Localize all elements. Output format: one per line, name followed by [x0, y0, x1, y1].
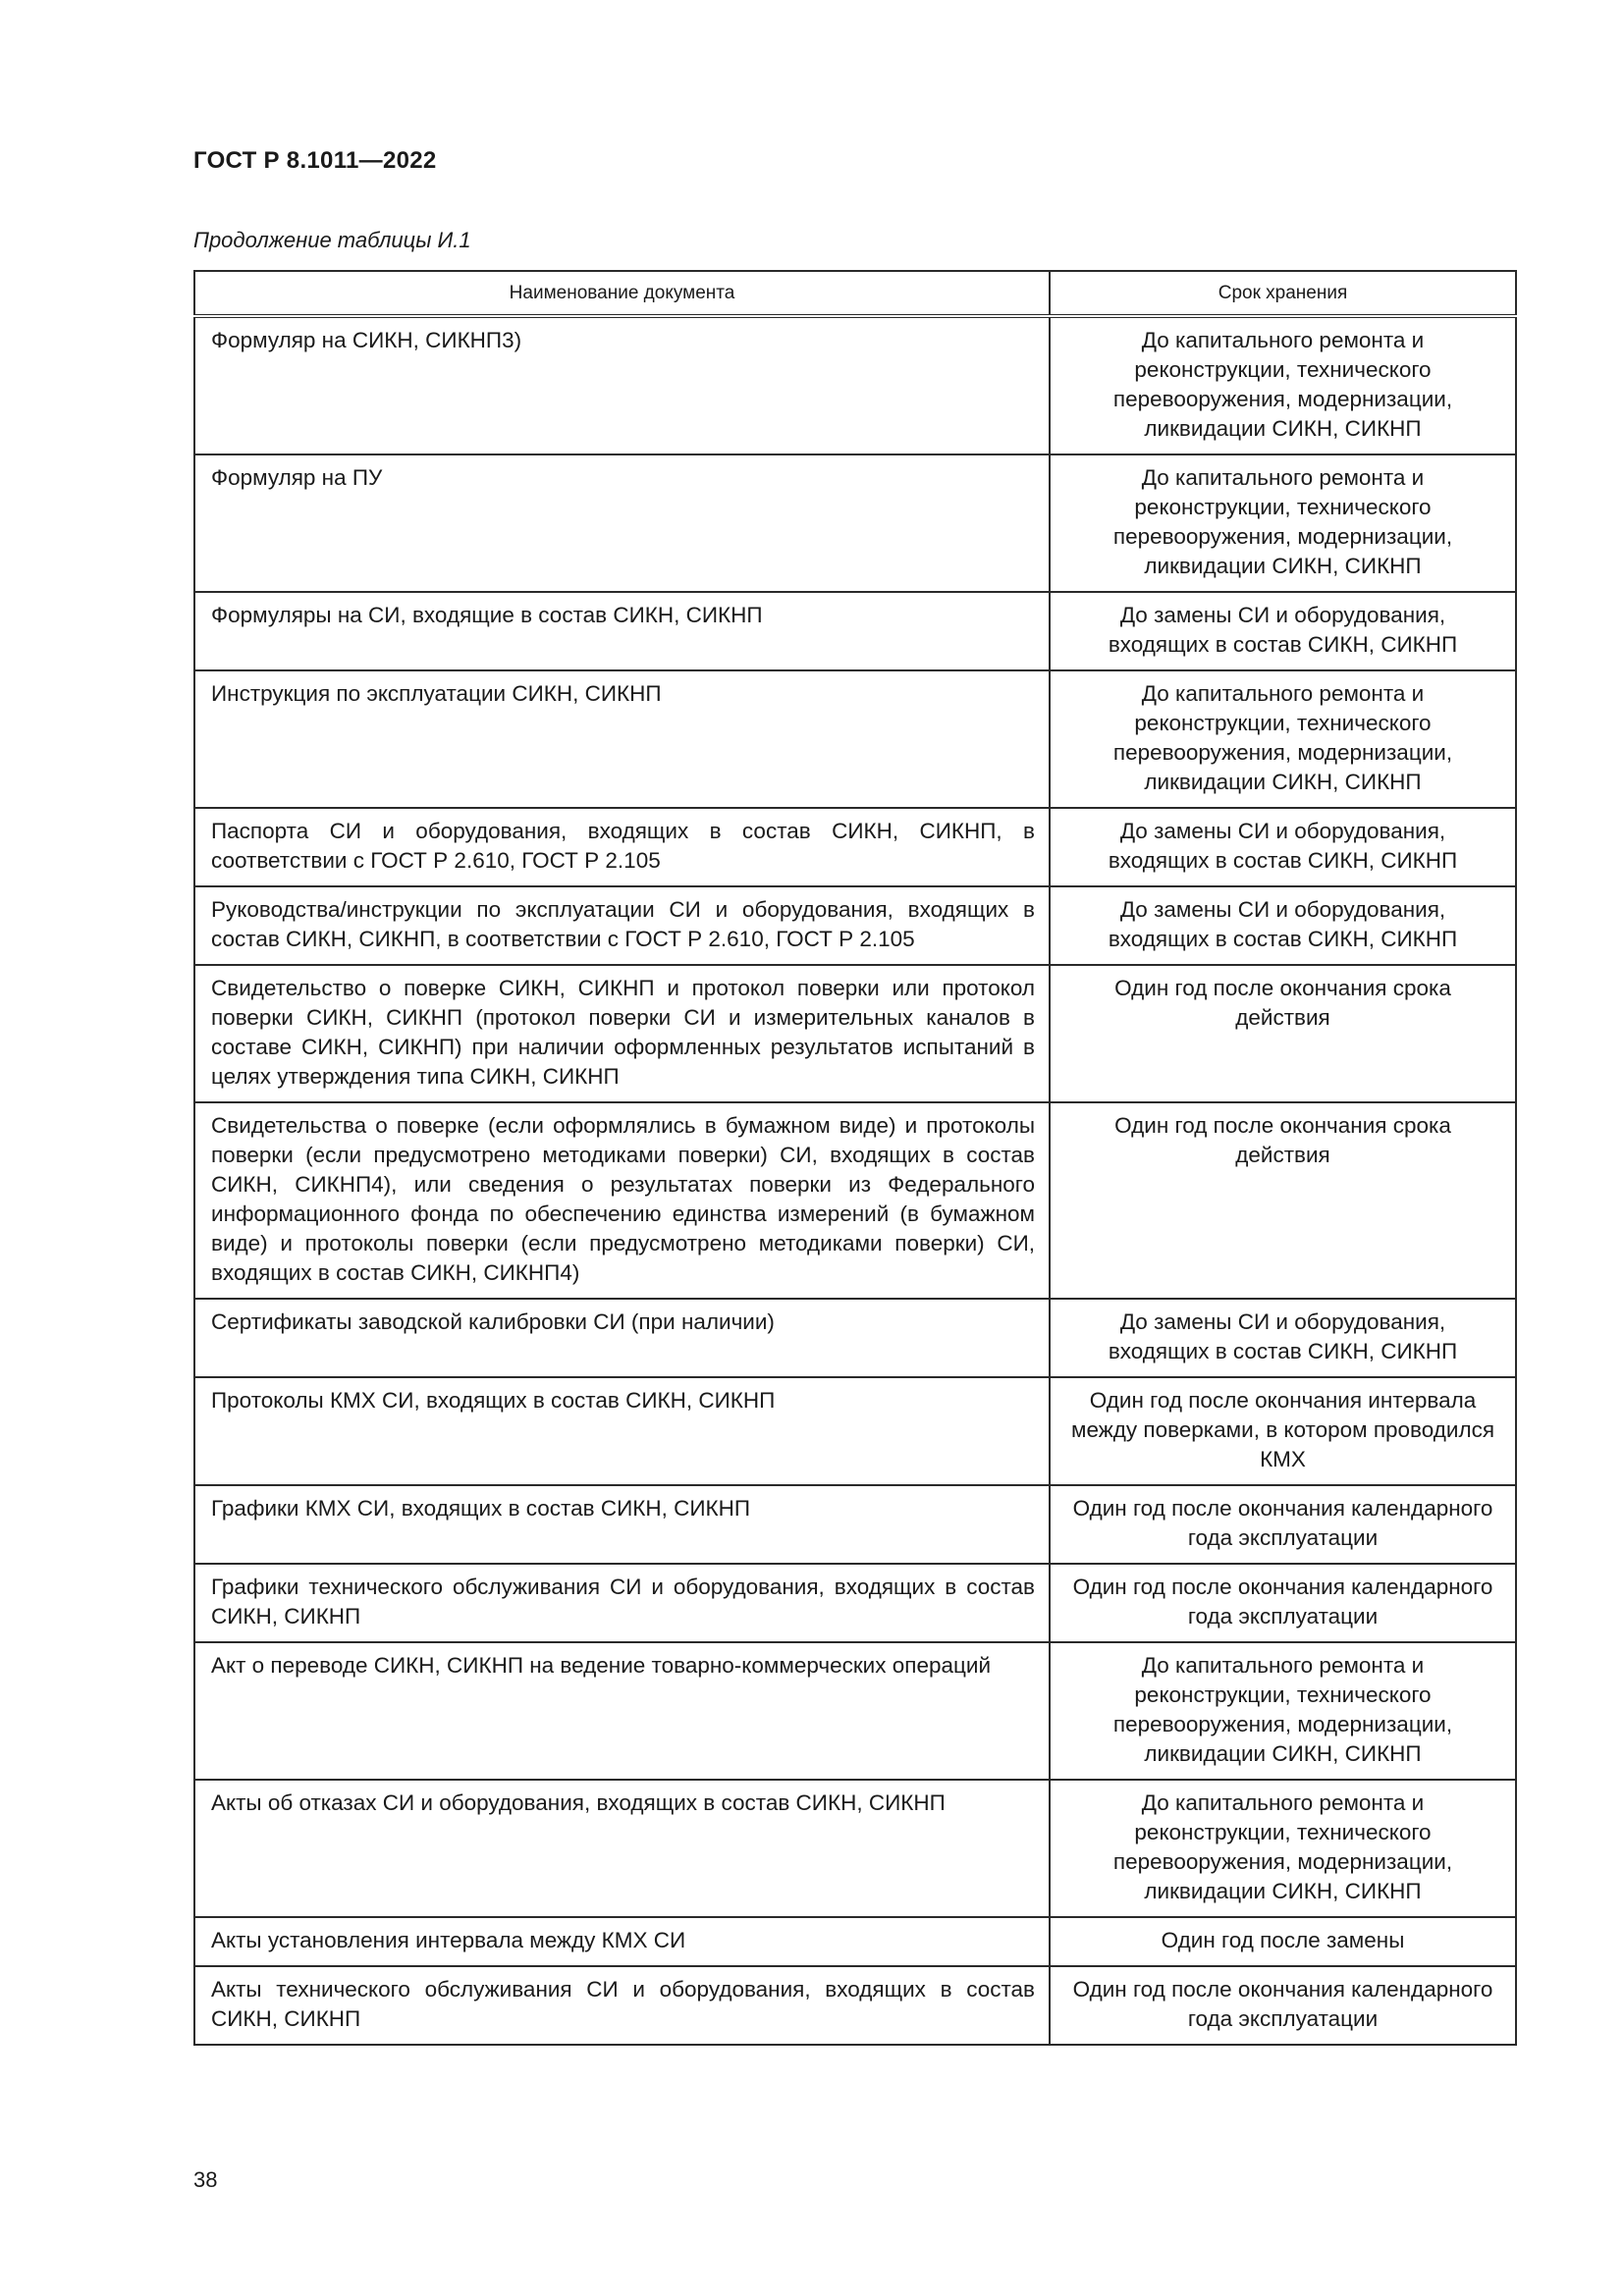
- retention-term-cell: Один год после окончания календарного года эксплуатации: [1050, 1564, 1516, 1642]
- document-name-cell: Акты установления интервала между КМХ СИ: [194, 1917, 1050, 1966]
- column-header-document-name: Наименование документа: [194, 271, 1050, 316]
- retention-term-cell: До капитального ремонта и реконструкции, технического перевооружения, модернизации, ликвидации СИКН, СИКНП: [1050, 316, 1516, 454]
- document-name-cell: Графики технического обслуживания СИ и оборудования, входящих в состав СИКН, СИКНП: [194, 1564, 1050, 1642]
- table-row: [194, 1377, 1516, 1485]
- table-row: [194, 965, 1516, 1102]
- document-name-cell: Акты об отказах СИ и оборудования, входящих в состав СИКН, СИКНП: [194, 1780, 1050, 1917]
- table-caption: Продолжение таблицы И.1: [193, 228, 471, 252]
- retention-term-cell: До капитального ремонта и реконструкции, технического перевооружения, модернизации, ликвидации СИКН, СИКНП: [1050, 1642, 1516, 1780]
- document-name-cell: Формуляры на СИ, входящие в состав СИКН, СИКНП: [194, 592, 1050, 670]
- table-header-row: [194, 271, 1516, 316]
- table-row: [194, 1485, 1516, 1564]
- retention-term-cell: До капитального ремонта и реконструкции, технического перевооружения, модернизации, ликвидации СИКН, СИКНП: [1050, 454, 1516, 592]
- document-name-cell: Руководства/инструкции по эксплуатации СИ и оборудования, входящих в состав СИКН, СИКНП, в соответствии с ГОСТ Р 2.610, ГОСТ Р 2.105: [194, 886, 1050, 965]
- document-name-cell: Инструкция по эксплуатации СИКН, СИКНП: [194, 670, 1050, 808]
- retention-term-cell: Один год после окончания срока действия: [1050, 965, 1516, 1102]
- retention-term-cell: До капитального ремонта и реконструкции, технического перевооружения, модернизации, ликвидации СИКН, СИКНП: [1050, 1780, 1516, 1917]
- retention-term-cell: Один год после окончания интервала между поверками, в котором проводился КМХ: [1050, 1377, 1516, 1485]
- document-name-cell: Акты технического обслуживания СИ и оборудования, входящих в состав СИКН, СИКНП: [194, 1966, 1050, 2045]
- table-row: [194, 1780, 1516, 1917]
- document-name-cell: Формуляр на ПУ: [194, 454, 1050, 592]
- table-row: [194, 1564, 1516, 1642]
- page-number: 38: [193, 2167, 218, 2192]
- document-name-cell: Графики КМХ СИ, входящих в состав СИКН, СИКНП: [194, 1485, 1050, 1564]
- retention-term-cell: Один год после окончания календарного года эксплуатации: [1050, 1485, 1516, 1564]
- document-name-cell: Акт о переводе СИКН, СИКНП на ведение товарно-коммерческих операций: [194, 1642, 1050, 1780]
- table-row: [194, 670, 1516, 808]
- column-header-retention-term: Срок хранения: [1050, 271, 1516, 316]
- table-row: [194, 1642, 1516, 1780]
- retention-term-cell: Один год после окончания календарного года эксплуатации: [1050, 1966, 1516, 2045]
- document-name-cell: Формуляр на СИКН, СИКНП3): [194, 316, 1050, 454]
- retention-term-cell: До капитального ремонта и реконструкции, технического перевооружения, модернизации, ликвидации СИКН, СИКНП: [1050, 670, 1516, 808]
- document-code: ГОСТ Р 8.1011—2022: [193, 147, 437, 174]
- table-row: [194, 1299, 1516, 1377]
- retention-table: [193, 270, 1517, 2046]
- table-row: [194, 1102, 1516, 1299]
- table-row: [194, 454, 1516, 592]
- retention-term-cell: До замены СИ и оборудования, входящих в состав СИКН, СИКНП: [1050, 808, 1516, 886]
- table-row: [194, 1917, 1516, 1966]
- table-row: [194, 886, 1516, 965]
- retention-term-cell: До замены СИ и оборудования, входящих в состав СИКН, СИКНП: [1050, 1299, 1516, 1377]
- document-name-cell: Протоколы КМХ СИ, входящих в состав СИКН, СИКНП: [194, 1377, 1050, 1485]
- retention-term-cell: До замены СИ и оборудования, входящих в состав СИКН, СИКНП: [1050, 886, 1516, 965]
- table-row: [194, 1966, 1516, 2045]
- retention-term-cell: Один год после замены: [1050, 1917, 1516, 1966]
- retention-term-cell: Один год после окончания срока действия: [1050, 1102, 1516, 1299]
- table-row: [194, 808, 1516, 886]
- document-name-cell: Свидетельства о поверке (если оформлялись в бумажном виде) и протоколы поверки (если предусмотрено методиками поверки) СИ, входящих в состав СИКН, СИКНП4), или сведения о результатах поверки из Федерального информационного фонда по обеспечению единства измерений (в бумажном виде) и протоколы поверки (если предусмотрено методиками поверки) СИ, входящих в состав СИКН, СИКНП4): [194, 1102, 1050, 1299]
- retention-term-cell: До замены СИ и оборудования, входящих в состав СИКН, СИКНП: [1050, 592, 1516, 670]
- document-name-cell: Сертификаты заводской калибровки СИ (при наличии): [194, 1299, 1050, 1377]
- document-name-cell: Паспорта СИ и оборудования, входящих в состав СИКН, СИКНП, в соответствии с ГОСТ Р 2.610, ГОСТ Р 2.105: [194, 808, 1050, 886]
- table-row: [194, 316, 1516, 454]
- table-row: [194, 592, 1516, 670]
- document-name-cell: Свидетельство о поверке СИКН, СИКНП и протокол поверки или протокол поверки СИКН, СИКНП (протокол поверки СИ и измерительных каналов в составе СИКН, СИКНП) при наличии оформленных результатов испытаний в целях утверждения типа СИКН, СИКНП: [194, 965, 1050, 1102]
